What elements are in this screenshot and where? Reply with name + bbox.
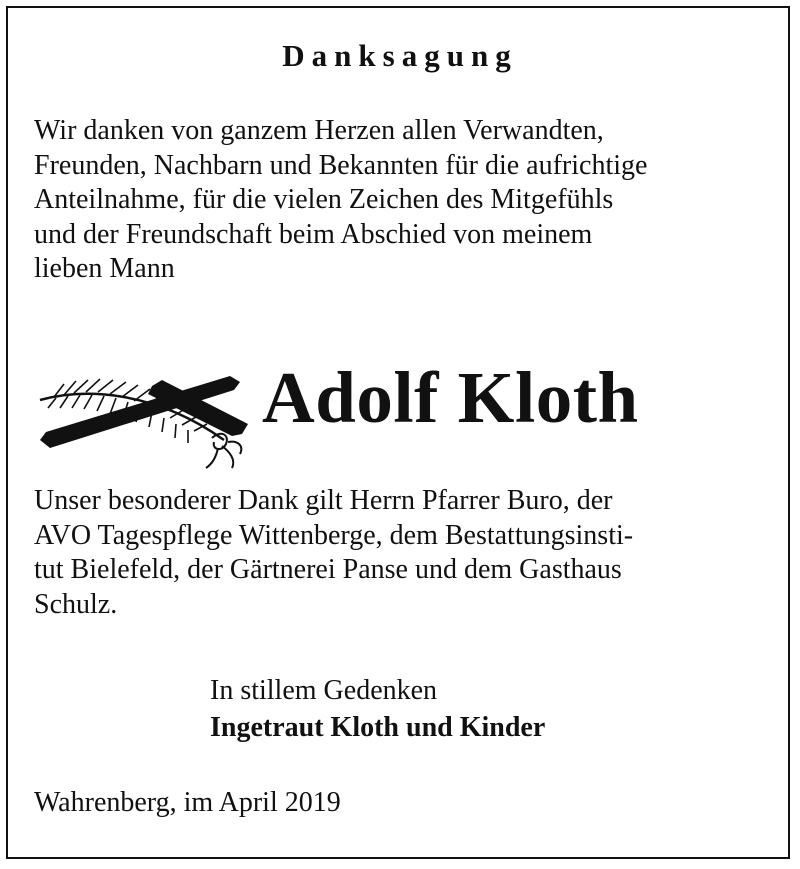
closing-phrase: In stillem Gedenken [210,675,438,706]
deceased-name: Adolf Kloth [262,357,639,438]
thanks-paragraph: Unser besonderer Dank gilt Herrn Pfarrer Buro, der AVO Tagespflege Wittenberge, dem Bestattungsinsti- tut Bielefeld, der Gärtnerei Panse und dem Gasthaus Schulz. [34,485,634,620]
cross-with-palm-frond-icon [34,368,249,472]
intro-paragraph: Wir danken von ganzem Herzen allen Verwandten, Freunden, Nachbarn und Bekannten für die aufrichtige Anteilnahme, für die vielen Zeichen des Mitgefühls und der Freundschaft beim Abschied von meinem lieben Mann [34,115,648,284]
notice-title: Danksagung [282,38,518,73]
place-date: Wahrenberg, im April 2019 [34,787,341,818]
closing-block [210,672,545,746]
signers: Ingetraut Kloth und Kinder [210,712,546,743]
